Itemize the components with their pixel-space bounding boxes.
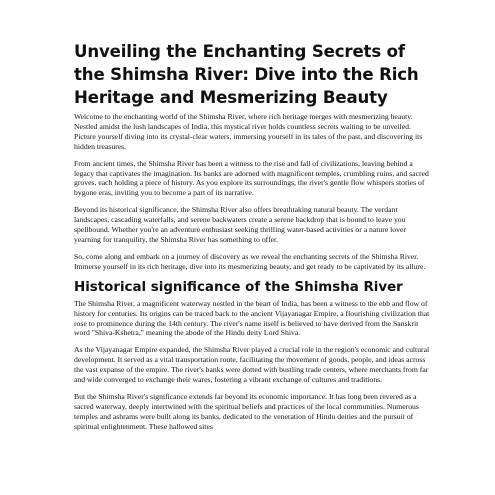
section-paragraph-2: As the Vijayanagar Empire expanded, the Shimsha River played a crucial role in the region's economic and cultural development. It served as a vital transportation route, facilitating the movement of goods, people, and ideas across the vast expanse of the empire. The river's banks were dotted with bustling trade centers, where merchants from far and wide converged to exchange their wares, fostering a vibrant exchange of cultures and traditions. — [74, 345, 430, 385]
section-heading: Historical significance of the Shimsha River — [74, 279, 403, 295]
section-paragraph-1: The Shimsha River, a magnificent waterway nestled in the heart of India, has been a witness to the ebb and flow of history for centuries. Its origins can be traced back to the ancient Vijayanagar Empire, a flourishing civilization that rose to prominence during the 14th century. The river's name itself is believed to have derived from the Sanskrit word "Shiva-Kshetra," meaning the abode of the Hindu deity Lord Shiva. — [74, 298, 430, 338]
intro-paragraph-3: Beyond its historical significance, the Shimsha River also offers breathtaking natural beauty. The verdant landscapes, cascading waterfalls, and serene backwaters create a serene backdrop that is bound to leave you spellbound. Whether you're an adventure enthusiast seeking thrilling water-based activities or a nature lover yearning for tranquility, the Shimsha River has something to offer. — [74, 205, 406, 244]
article-title: Unveiling the Enchanting Secrets of the Shimsha River: Dive into the Rich Heritage and Mesmerizing Beauty — [74, 42, 419, 107]
intro-paragraph-4: So, come along and embark on a journey of discovery as we reveal the enchanting secrets of the Shimsha River. Immerse yourself in its rich heritage, dive into its mesmerizing beauty, and get ready to be captivated by its allure. — [74, 251, 426, 271]
intro-paragraph-1: Welcome to the enchanting world of the Shimsha River, where rich heritage merges with mesmerizing beauty. Nestled amidst the lush landscapes of India, this mystical river holds countless secrets waiting to be unveiled. Picture yourself diving into its crystal-clear waters, immersing yourself in its tales of the past, and discovering its hidden treasures. — [74, 112, 423, 151]
article — [74, 40, 432, 439]
section-paragraph-3: But the Shimsha River's significance extends far beyond its economic importance. It has long been revered as a sacred waterway, deeply intertwined with the spiritual beliefs and practices of the local communities. Numerous temples and ashrams were built along its banks, dedicated to the veneration of Hindu deities and the pursuit of spiritual enlightenment. These hallowed sites — [74, 391, 419, 431]
intro-paragraph-2: From ancient times, the Shimsha River has been a witness to the rise and fall of civilizations, leaving behind a legacy that captivates the imagination. Its banks are adorned with magnificent temples, crumbling ruins, and sacred groves, each holding a piece of history. As you explore its surroundings, the river's gentle flow whispers stories of bygone eras, inviting you to become a part of its narrative. — [74, 158, 429, 198]
